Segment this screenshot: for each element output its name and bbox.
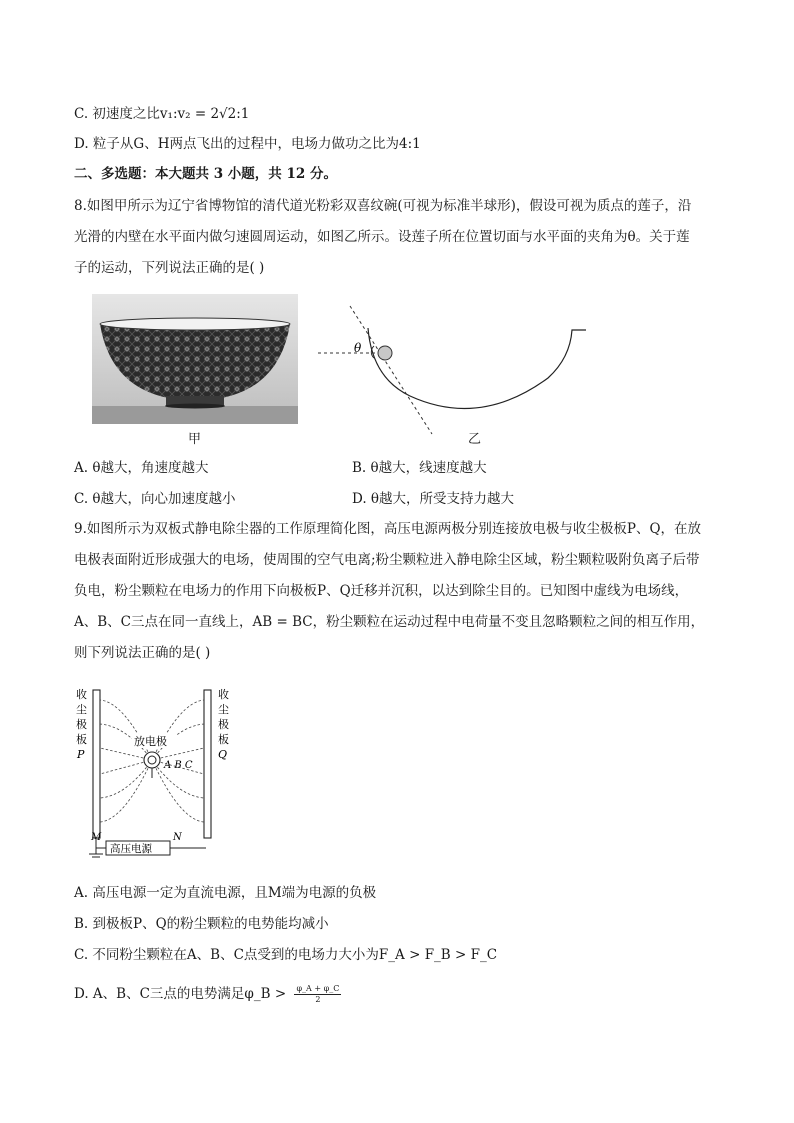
q9-option-b: B. 到极板P、Q的粉尘颗粒的电势能均减小 [74, 916, 329, 932]
plate-p-char-4: 板 [76, 733, 87, 746]
plate-q-char-4: 板 [218, 733, 229, 746]
q9-text-line-1: 9.如图所示为双板式静电除尘器的工作原理简化图，高压电源两极分别连接放电极与收尘极板P、Q，在放 [74, 521, 702, 537]
terminal-n: N [173, 832, 182, 843]
q8-text-line-1: 8.如图甲所示为辽宁省博物馆的清代道光粉彩双喜纹碗(可视为标准半球形)，假设可视为质点的莲子，沿 [74, 198, 692, 214]
precipitator-diagram [72, 682, 252, 860]
plate-p-char-1: 收 [76, 688, 87, 701]
lotus-seed-ball [378, 346, 392, 360]
q9-text-line-2: 电极表面附近形成强大的电场，使周围的空气电离;粉尘颗粒进入静电除尘区域，粉尘颗粒吸附负离子后带 [74, 552, 700, 568]
collector-plate-p [93, 690, 100, 838]
fraction-numerator: φ_A + φ_C [296, 984, 340, 993]
points-abc-label: A B C [164, 760, 193, 771]
q7-option-d: D. 粒子从G、H两点飞出的过程中，电场力做功之比为4:1 [74, 136, 421, 152]
electrode-label: 放电极 [134, 735, 167, 748]
caption-left: 甲 [188, 432, 202, 447]
plate-q-char-1: 收 [218, 688, 229, 701]
collector-plate-q [204, 690, 211, 838]
q9-text-line-5: 则下列说法正确的是( ) [74, 645, 211, 661]
fraction-denominator: 2 [315, 995, 321, 1004]
section-heading: 二、多选题：本大题共 3 小题，共 12 分。 [74, 166, 337, 182]
q8-option-b: B. θ越大，线速度越大 [352, 460, 487, 476]
q8-option-a: A. θ越大，角速度越大 [74, 460, 209, 476]
caption-right: 乙 [468, 432, 482, 447]
plate-p-char-2: 尘 [76, 703, 87, 716]
q8-option-c: C. θ越大，向心加速度越小 [74, 491, 236, 507]
bowl-curve [368, 328, 586, 408]
theta-label: θ [354, 341, 362, 355]
plate-p-char-3: 极 [76, 718, 87, 731]
q9-option-d [74, 984, 341, 1005]
q9-option-d-text: D. A、B、C三点的电势满足φ_B > [74, 986, 287, 1002]
tangent-line [350, 306, 432, 434]
plate-q-char-3: 极 [218, 718, 229, 731]
fraction [294, 984, 341, 1005]
plate-p-letter: P [77, 748, 85, 761]
q9-text-line-3: 负电，粉尘颗粒在电场力的作用下向极板P、Q迁移并沉积，以达到除尘目的。已知图中虚线为电场线， [74, 583, 689, 599]
power-supply-label: 高压电源 [110, 843, 152, 855]
q9-option-a: A. 高压电源一定为直流电源，且M端为电源的负极 [74, 885, 377, 901]
q9-text-line-4: A、B、C三点在同一直线上，AB = BC，粉尘颗粒在运动过程中电荷量不变且忽略颗粒之间的相互作用， [74, 614, 705, 630]
bowl-photo [92, 294, 298, 424]
plate-q-letter: Q [218, 748, 228, 761]
q7-option-c: C. 初速度之比v₁:v₂ = 2√2:1 [74, 106, 250, 122]
q8-text-line-3: 子的运动，下列说法正确的是( ) [74, 260, 265, 276]
q9-option-c: C. 不同粉尘颗粒在A、B、C点受到的电场力大小为F_A > F_B > F_C [74, 947, 498, 963]
terminal-m: M [91, 832, 102, 843]
plate-q-char-2: 尘 [218, 703, 229, 716]
bowl-cross-section-diagram [310, 298, 590, 438]
q8-option-d: D. θ越大，所受支持力越大 [352, 491, 515, 507]
q8-text-line-2: 光滑的内壁在水平面内做匀速圆周运动，如图乙所示。设莲子所在位置切面与水平面的夹角为θ。关于莲 [74, 229, 690, 245]
